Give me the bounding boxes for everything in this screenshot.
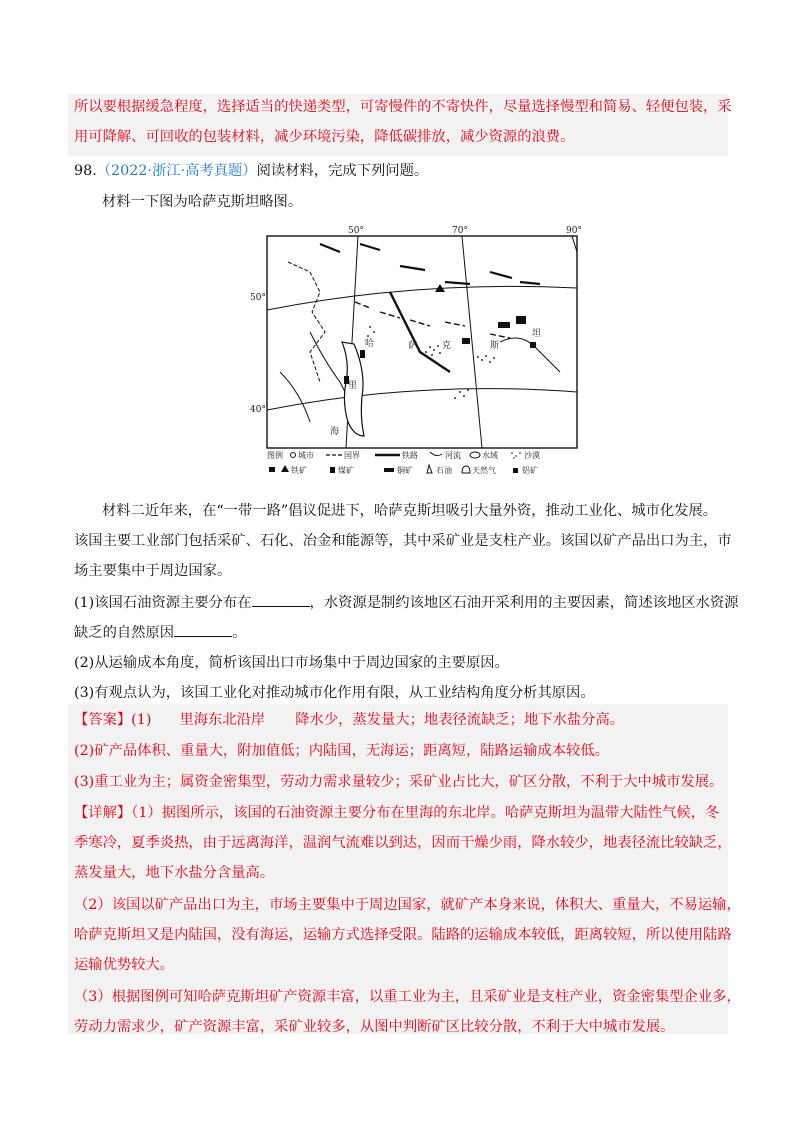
material-2-line-2: 该国主要工业部门包括采矿、石化、冶金和能源等，其中采矿业是支柱产业。该国以矿产品出口为主，市 (74, 533, 732, 549)
explain-p1-l1-text: （1）据图所示，该国的石油资源主要分布在里海的东北岸。哈萨克斯坦为温带大陆性气候，冬 (131, 805, 720, 821)
q1-blank-1[interactable] (252, 592, 310, 607)
lon-label-70: 70° (452, 226, 468, 236)
explain-p2-line-2: 哈萨克斯坦又是内陆国，没有海运，运输方式选择受限。陆路的运输成本较低，距离较短，所以使用陆路 (74, 927, 732, 943)
legend-city: 城市 (298, 451, 314, 460)
explain-p3-line-1: （3）根据图例可知哈萨克斯坦矿产资源丰富，以重工业为主，且采矿业是支柱产业，资金密集型企业多， (74, 989, 741, 1005)
legend-aluminum: 铝矿 (522, 466, 538, 475)
water-icon (470, 452, 480, 458)
legend-copper: 铜矿 (397, 466, 413, 475)
question-3: (3)有观点认为，该国工业化对推动城市化作用有限，从工业结构角度分析其原因。 (74, 685, 595, 701)
question-number: 98. (74, 163, 97, 179)
q1-part1: (1)该国石油资源主要分布在 (74, 595, 252, 611)
answer-top-line-2: 用可降解、可回收的包装材料，减少环境污染，降低碳排放，减少资源的浪费。 (74, 129, 575, 145)
answer-line-1 (74, 709, 624, 731)
river-icon (430, 452, 442, 456)
lon-label-90: 90° (566, 226, 582, 236)
explain-p2-line-3: 运输优势较大。 (74, 957, 175, 973)
material-1: 材料一下图为哈萨克斯坦略图。 (102, 194, 303, 210)
legend-river: 河流 (445, 451, 461, 460)
explain-p1-line-3: 蒸发量大，地下水盐分含量高。 (74, 865, 275, 881)
legend-oil: 石油 (436, 466, 452, 475)
city-icon (291, 453, 296, 458)
explain-label: 【详解】 (74, 805, 132, 821)
q1-blank-2[interactable] (174, 622, 232, 637)
legend-railway: 铁路 (402, 451, 418, 460)
answer-3: (3)重工业为主；属资金密集型，劳动力需求量较少；采矿业占比大，矿区分散，不利于大中城市发展。 (74, 774, 724, 790)
question-prompt: 阅读材料，完成下列问题。 (256, 163, 429, 179)
question-2: (2)从运输成本角度，简析该国出口市场集中于周边国家的主要原因。 (74, 655, 509, 671)
question-1-line-2 (74, 622, 246, 644)
material-2-line-3: 场主要集中于周边国家。 (74, 563, 232, 579)
answer-top-line-1: 所以要根据缓急程度，选择适当的快递类型，可寄慢件的不寄快件，尽量选择慢型和简易、轻便包装，采 (74, 99, 732, 115)
map-label-tan: 坦 (532, 329, 542, 339)
legend-water: 水域 (482, 451, 498, 460)
explain-p1-line-1 (74, 802, 719, 824)
kazakhstan-map (250, 222, 590, 478)
map-label-hai: 海 (330, 427, 340, 437)
lon-label-50: 50° (348, 226, 364, 236)
question-1-line-1 (74, 592, 738, 614)
legend-title: 图例 (267, 451, 283, 460)
legend-iron: 铁矿 (291, 466, 307, 475)
lat-label-40: 40° (250, 405, 266, 415)
desert-icon (511, 452, 521, 459)
coal-icon (330, 467, 335, 473)
legend-border: 国界 (344, 451, 360, 460)
legend-desert: 沙漠 (524, 451, 540, 460)
map-label-ha: 哈 (365, 339, 375, 349)
explain-p1-line-2: 季寒冷，夏季炎热，由于远离海洋，温润气流难以到达，因而干燥少雨，降水较少，地表径流比较缺乏， (74, 835, 732, 851)
iron-alt-icon (281, 465, 289, 472)
iron-icon (269, 467, 275, 472)
map-label-si: 斯 (490, 341, 500, 351)
answer-2: (2)矿产品体积、重量大，附加值低；内陆国，无海运；距离短，陆路运输成本较低。 (74, 743, 609, 759)
aluminum-icon (513, 468, 518, 473)
oil-icon (427, 465, 432, 473)
answer-label: 【答案】(1) (74, 712, 152, 728)
lat-label-50: 50° (250, 293, 266, 303)
q1-part3: 缺乏的自然原因 (74, 625, 175, 641)
answer-1-blank-1: 里海东北沿岸 (179, 712, 266, 728)
explain-p3-line-2: 劳动力需求少，矿产资源丰富，采矿业较多，从图中判断矿区比较分散，不利于大中城市发展。 (74, 1019, 675, 1035)
material-2-line-1: 材料二近年来，在“一带一路”倡议促进下，哈萨克斯坦吸引大量外资，推动工业化、城市化发展。 (102, 503, 718, 519)
answer-1-blank-2: 降水少，蒸发量大；地表径流缺乏；地下水盐分高。 (295, 712, 625, 728)
map-label-ke: 克 (442, 341, 452, 351)
map-label-sa: 萨 (408, 341, 418, 351)
q1-part4: 。 (232, 625, 247, 641)
question-source-link[interactable]: （2022·浙江·高考真题） (96, 163, 257, 179)
explain-p2-line-1: （2）该国以矿产品出口为主，市场主要集中于周边国家，就矿产本身来说，体积大、重量大，不易运输， (74, 897, 741, 913)
legend-gas: 天然气 (472, 466, 496, 475)
question-header (74, 160, 428, 182)
copper-icon (384, 468, 394, 472)
legend-coal: 煤矿 (338, 466, 354, 475)
q1-part2: ，水资源是制约该地区石油开采利用的主要因素，简述该地区水资源 (309, 595, 739, 611)
map-label-li: 里 (348, 381, 358, 391)
gas-icon (462, 466, 470, 473)
